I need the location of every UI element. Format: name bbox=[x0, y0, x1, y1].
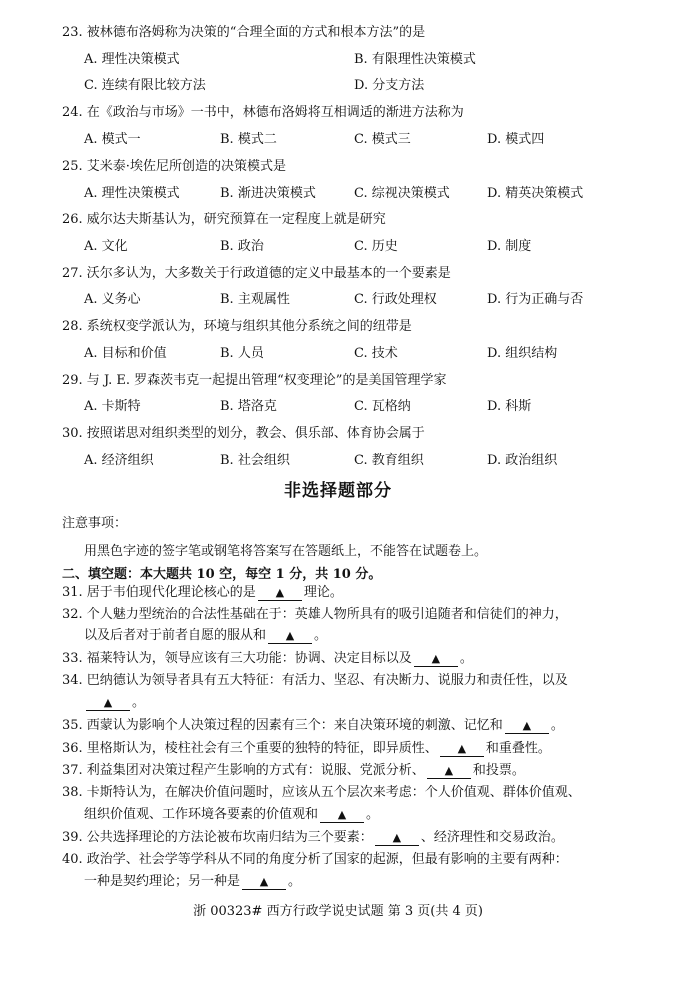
option-29c: C. 瓦格纳 bbox=[354, 399, 411, 414]
option-29b: B. 塔洛克 bbox=[220, 399, 277, 414]
question-36: 36. 里格斯认为，棱柱社会有三个重要的独特的特征，即异质性、 ▲ 和重叠性。 bbox=[62, 741, 551, 756]
question-34: 34. 巴纳德认为领导者具有五大特征：有活力、坚忍、有决断力、说服力和责任性，以及 bbox=[62, 673, 568, 688]
option-23b: B. 有限理性决策模式 bbox=[354, 52, 476, 67]
option-28a: A. 目标和价值 bbox=[84, 346, 167, 361]
option-25c: C. 综视决策模式 bbox=[354, 186, 450, 201]
notice-label: 注意事项： bbox=[62, 516, 128, 531]
question-40: 40. 政治学、社会学等学科从不同的角度分析了国家的起源，但最有影响的主要有两种： bbox=[62, 852, 568, 867]
notice-text: 用黑色字迹的签字笔或钢笔将答案写在答题纸上，不能答在试题卷上。 bbox=[84, 544, 488, 559]
question-25: 25. 艾米泰·埃佐尼所创造的决策模式是 bbox=[62, 159, 286, 174]
question-26: 26. 威尔达夫斯基认为，研究预算在一定程度上就是研究 bbox=[62, 212, 386, 227]
question-30: 30. 按照诺思对组织类型的划分，教会、俱乐部、体育协会属于 bbox=[62, 426, 425, 441]
answer-blank: ▲ bbox=[505, 719, 549, 734]
question-29: 29. 与 J. E. 罗森茨韦克一起提出管理“权变理论”的是美国管理学家 bbox=[62, 373, 447, 388]
option-28d: D. 组织结构 bbox=[487, 346, 558, 361]
answer-blank: ▲ bbox=[440, 742, 484, 757]
option-30d: D. 政治组织 bbox=[487, 453, 558, 468]
option-24b: B. 模式二 bbox=[220, 132, 277, 147]
question-32-cont: 以及后者对于前者自愿的服从和 ▲ 。 bbox=[84, 628, 328, 643]
question-38: 38. 卡斯特认为，在解决价值问题时，应该从五个层次来考虑：个人价值观、群体价值观、 bbox=[62, 785, 581, 800]
answer-blank: ▲ bbox=[258, 586, 302, 601]
option-23c: C. 连续有限比较方法 bbox=[84, 78, 206, 93]
answer-blank: ▲ bbox=[242, 875, 286, 890]
option-25d: D. 精英决策模式 bbox=[487, 186, 584, 201]
answer-blank: ▲ bbox=[320, 808, 364, 823]
question-40-cont: 一种是契约理论；另一种是 ▲ 。 bbox=[84, 874, 302, 889]
section2-title: 二、填空题：本大题共 10 空，每空 1 分，共 10 分。 bbox=[62, 567, 382, 582]
option-26d: D. 制度 bbox=[487, 239, 532, 254]
option-25a: A. 理性决策模式 bbox=[84, 186, 180, 201]
answer-blank: ▲ bbox=[375, 831, 419, 846]
option-26c: C. 历史 bbox=[354, 239, 398, 254]
question-23: 23. 被林德布洛姆称为决策的“合理全面的方式和根本方法”的是 bbox=[62, 25, 426, 40]
option-27c: C. 行政处理权 bbox=[354, 292, 437, 307]
option-26a: A. 文化 bbox=[84, 239, 128, 254]
option-30c: C. 教育组织 bbox=[354, 453, 424, 468]
section-title: 非选择题部分 bbox=[284, 481, 392, 501]
question-39: 39. 公共选择理论的方法论被布坎南归结为三个要素： ▲ 、经济理性和交易政治。 bbox=[62, 830, 564, 845]
answer-blank: ▲ bbox=[427, 764, 471, 779]
question-32: 32. 个人魅力型统治的合法性基础在于：英雄人物所具有的吸引追随者和信徒们的神力， bbox=[62, 607, 568, 622]
option-27a: A. 义务心 bbox=[84, 292, 141, 307]
option-30b: B. 社会组织 bbox=[220, 453, 290, 468]
option-24a: A. 模式一 bbox=[84, 132, 141, 147]
answer-blank: ▲ bbox=[86, 696, 130, 711]
option-28c: C. 技术 bbox=[354, 346, 398, 361]
option-24c: C. 模式三 bbox=[354, 132, 411, 147]
option-23d: D. 分支方法 bbox=[354, 78, 425, 93]
option-23a: A. 理性决策模式 bbox=[84, 52, 180, 67]
question-28: 28. 系统权变学派认为，环境与组织其他分系统之间的纽带是 bbox=[62, 319, 412, 334]
answer-blank: ▲ bbox=[414, 652, 458, 667]
question-33: 33. 福莱特认为，领导应该有三大功能：协调、决定目标以及 ▲ 。 bbox=[62, 651, 473, 666]
answer-blank: ▲ bbox=[268, 629, 312, 644]
question-34-cont: ▲ 。 bbox=[84, 694, 145, 712]
question-24: 24. 在《政治与市场》一书中，林德布洛姆将互相调适的渐进方法称为 bbox=[62, 105, 464, 120]
question-37: 37. 利益集团对决策过程产生影响的方式有：说服、党派分析、 ▲ 和投票。 bbox=[62, 763, 525, 778]
option-27d: D. 行为正确与否 bbox=[487, 292, 584, 307]
option-25b: B. 渐进决策模式 bbox=[220, 186, 316, 201]
option-30a: A. 经济组织 bbox=[84, 453, 154, 468]
option-26b: B. 政治 bbox=[220, 239, 264, 254]
option-27b: B. 主观属性 bbox=[220, 292, 290, 307]
question-31: 31. 居于韦伯现代化理论核心的是 ▲ 理论。 bbox=[62, 585, 343, 600]
page-footer: 浙 00323# 西方行政学说史试题 第 3 页(共 4 页) bbox=[193, 904, 483, 919]
question-38-cont: 组织价值观、工作环境各要素的价值观和 ▲ 。 bbox=[84, 807, 380, 822]
option-28b: B. 人员 bbox=[220, 346, 264, 361]
option-29d: D. 科斯 bbox=[487, 399, 532, 414]
option-29a: A. 卡斯特 bbox=[84, 399, 141, 414]
option-24d: D. 模式四 bbox=[487, 132, 545, 147]
question-35: 35. 西蒙认为影响个人决策过程的因素有三个：来自决策环境的刺激、记忆和 ▲ 。 bbox=[62, 718, 564, 733]
question-27: 27. 沃尔多认为，大多数关于行政道德的定义中最基本的一个要素是 bbox=[62, 266, 451, 281]
